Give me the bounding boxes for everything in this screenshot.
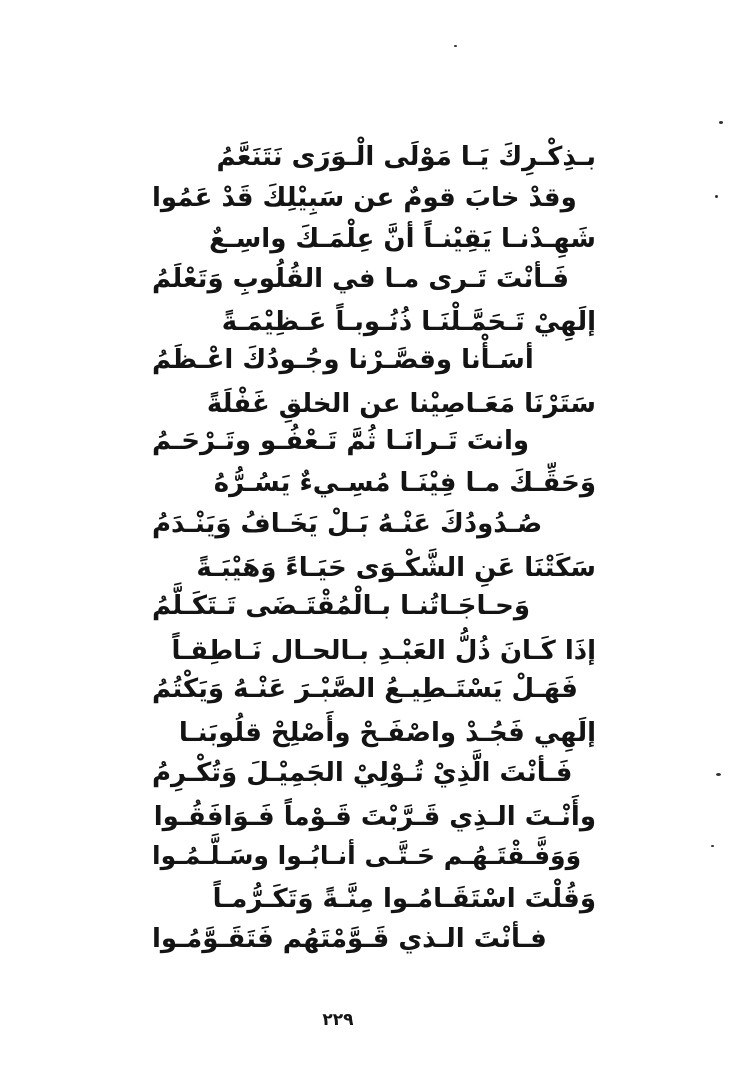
verse-line-12: وَحـاجَـاتُنـا بـالْمُقْتَـضَى تَـتَكَـلَّمُ: [152, 591, 531, 621]
verse-line-2: وقدْ خابَ قومٌ عن سَبِيْلِكَ قَدْ عَمُوا: [152, 183, 577, 213]
scan-speck: [711, 845, 714, 847]
verse-line-5: إلَهِيْ تَـحَمَّـلْنَـا ذُنُـوبـاً عَـظِيْمَـةً: [221, 307, 596, 337]
verse-line-9: وَحَقِّـكَ مـا فِيْنَـا مُسِـيءٌ يَسُـرُّهُ: [213, 468, 596, 498]
verse-line-10: صُـدُودُكَ عَنْـهُ بَـلْ يَخَـافُ وَيَنْـدَمُ: [152, 509, 543, 539]
verse-line-6: أسَـأْنا وقصَّـرْنا وجُـودُكَ اعْـظَمُ: [152, 345, 534, 375]
verse-line-13: إذَا كَـانَ ذُلُّ العَبْـدِ بـالحـال نَـاطِقـاً: [171, 636, 596, 666]
scan-speck: [715, 195, 718, 198]
verse-line-17: وأَنْـتَ الـذِي قَـرَّبْتَ قَـوْماً فَـوَافَقُـوا: [153, 802, 596, 832]
verse-line-14: فَهَـلْ يَسْتَـطِيـعُ الصَّبْـرَ عَنْـهُ وَيَكْتُمُ: [152, 674, 578, 704]
verse-line-3: شَهِـدْنـا يَقِيْنـاً أنَّ عِلْمَـكَ واسِـعٌ: [209, 224, 596, 254]
verse-line-1: بـذِكْـرِكَ يَـا مَوْلَى الْـوَرَى نَتَنَعَّمُ: [216, 142, 596, 172]
page-number: ٢٢٩: [322, 1010, 354, 1030]
verse-line-11: سَكَتْنَا عَنِ الشَّكْـوَى حَيَـاءً وَهَيْبَـةً: [196, 553, 596, 583]
verse-line-8: وانتَ تَـرانَـا ثُمَّ تَـعْفُـو وتَـرْحَـمُ: [152, 426, 530, 456]
verse-line-4: فَـأنْتَ تَـرى مـا في القُلُوبِ وَتَعْلَمُ: [152, 264, 569, 294]
scan-speck: [454, 45, 457, 47]
scan-speck: [716, 773, 721, 776]
verse-line-19: وَقُلْتَ اسْتَقَـامُـوا مِنَّـةً وَتَكَـرُّمـاً: [212, 884, 596, 914]
verse-line-16: فَـأنْتَ الَّذِيْ تُـوْلِيْ الجَمِيْـلَ وَتُكْـرِمُ: [152, 758, 573, 788]
verse-line-7: سَتَرْنَا مَعَـاصِيْنا عن الخلقِ غَفْلَةً: [206, 389, 596, 419]
verse-line-18: وَوَفَّـقْتَـهُـم حَـتَّـى أنـابُـوا وسَـلَّـمُـوا: [152, 841, 582, 870]
verse-line-15: إلَهِي فَجُـدْ واصْفَـحْ وأَصْلِحْ قلُوبَنـا: [178, 718, 596, 748]
verse-line-20: فـأنْتَ الـذي قَـوَّمْتَهُم فَتَقَـوَّمُـوا: [152, 924, 547, 954]
scan-speck: [719, 121, 723, 124]
